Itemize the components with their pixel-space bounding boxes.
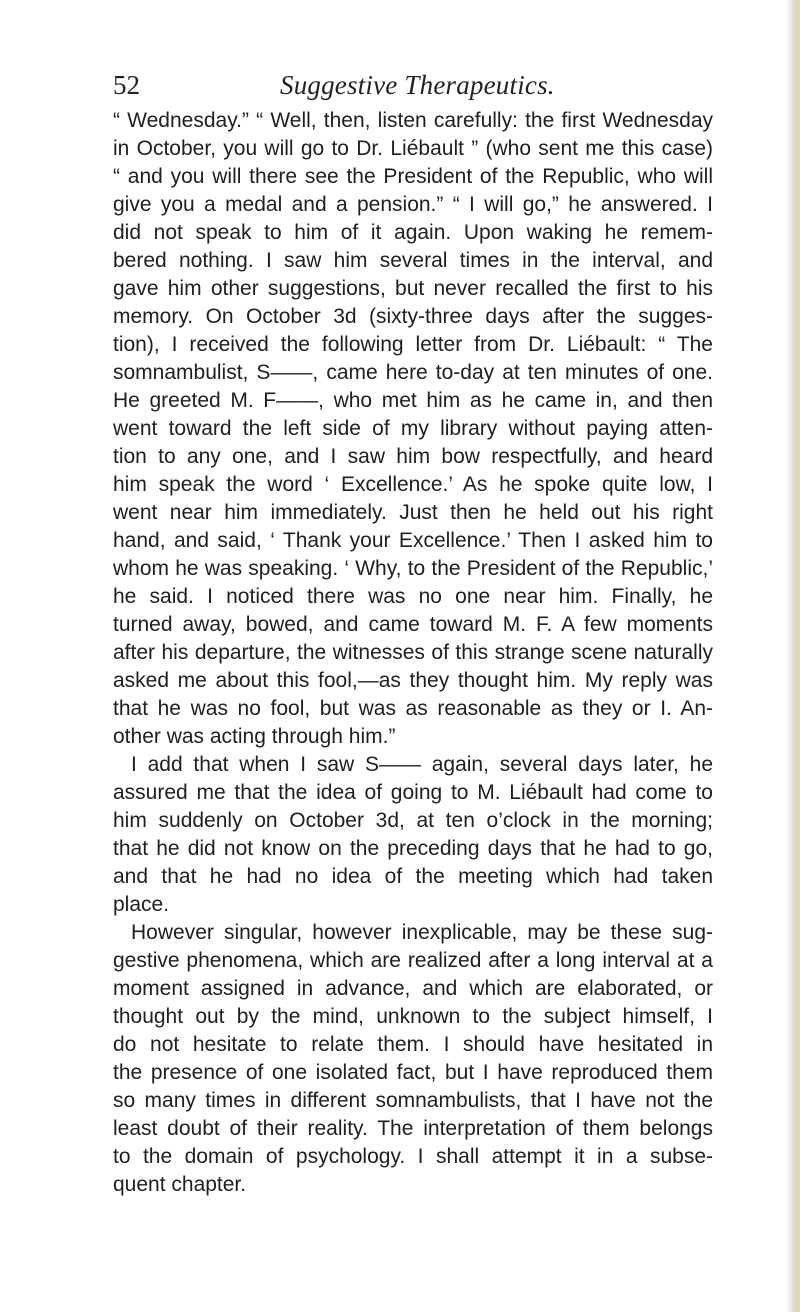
text-line: bered nothing. I saw him several times in the interval, and [113, 249, 713, 272]
text-line: asked me about this fool,—as they thought him. My reply was [113, 669, 713, 692]
text-line: do not hesitate to relate them. I should have hesitated in [113, 1033, 713, 1056]
text-line: tion), I received the following letter from Dr. Liébault: “ The [113, 333, 713, 356]
text-line: give you a medal and a pension.” “ I will go,” he answered. I [113, 193, 713, 216]
text-line: quent chapter. [113, 1173, 247, 1196]
text-line: him suddenly on October 3d, at ten o’clock in the morning; [113, 809, 713, 832]
text-line: turned away, bowed, and came toward M. F. A few moments [113, 613, 713, 636]
page-edge [786, 0, 800, 1312]
running-title: Suggestive Therapeutics. [280, 70, 555, 100]
text-line: went near him immediately. Just then he held out his right [113, 501, 713, 524]
text-line: that he did not know on the preceding days that he had to go, [113, 837, 713, 860]
text-line: somnambulist, S——, came here to-day at ten minutes of one. [113, 361, 713, 384]
text-line: thought out by the mind, unknown to the subject himself, I [113, 1005, 713, 1028]
text-line: least doubt of their reality. The interpretation of them belongs [113, 1117, 713, 1140]
text-line: in October, you will go to Dr. Liébault ” (who sent me this case) [113, 137, 713, 160]
text-line: that he was no fool, but was as reasonable as they or I. An- [113, 697, 713, 720]
text-line: did not speak to him of it again. Upon waking he remem- [113, 221, 713, 244]
text-line: him speak the word ‘ Excellence.’ As he spoke quite low, I [113, 473, 713, 496]
text-line: I add that when I saw S—— again, several days later, he [131, 753, 713, 776]
text-line: he said. I noticed there was no one near him. Finally, he [113, 585, 713, 608]
text-line: after his departure, the witnesses of this strange scene naturally [113, 641, 713, 664]
text-line: gave him other suggestions, but never recalled the first to his [113, 277, 713, 300]
text-line: the presence of one isolated fact, but I have reproduced them [113, 1061, 713, 1084]
text-line: However singular, however inexplicable, may be these sug- [131, 921, 713, 944]
text-line: whom he was speaking. ‘ Why, to the President of the Republic,’ [113, 557, 713, 580]
text-line: “ and you will there see the President of the Republic, who will [113, 165, 713, 188]
text-line: and that he had no idea of the meeting which had taken [113, 865, 713, 888]
text-line: place. [113, 893, 170, 916]
text-line: gestive phenomena, which are realized after a long interval at a [113, 949, 713, 972]
text-line: He greeted M. F——, who met him as he came in, and then [113, 389, 713, 412]
text-line: “ Wednesday.” “ Well, then, listen carefully: the first Wednesday [113, 109, 713, 132]
text-line: other was acting through him.” [113, 725, 396, 748]
text-line: memory. On October 3d (sixty-three days after the sugges- [113, 305, 713, 328]
text-line: hand, and said, ‘ Thank your Excellence.’ Then I asked him to [113, 529, 713, 552]
text-line: moment assigned in advance, and which are elaborated, or [113, 977, 713, 1000]
running-head [113, 68, 703, 102]
text-line: went toward the left side of my library without paying atten- [113, 417, 713, 440]
body-text [113, 107, 713, 1199]
text-line: so many times in different somnambulists, that I have not the [113, 1089, 713, 1112]
text-line: assured me that the idea of going to M. Liébault had come to [113, 781, 713, 804]
text-line: tion to any one, and I saw him bow respectfully, and heard [113, 445, 713, 468]
text-line: to the domain of psychology. I shall attempt it in a subse- [113, 1145, 713, 1168]
page-number: 52 [113, 70, 140, 100]
